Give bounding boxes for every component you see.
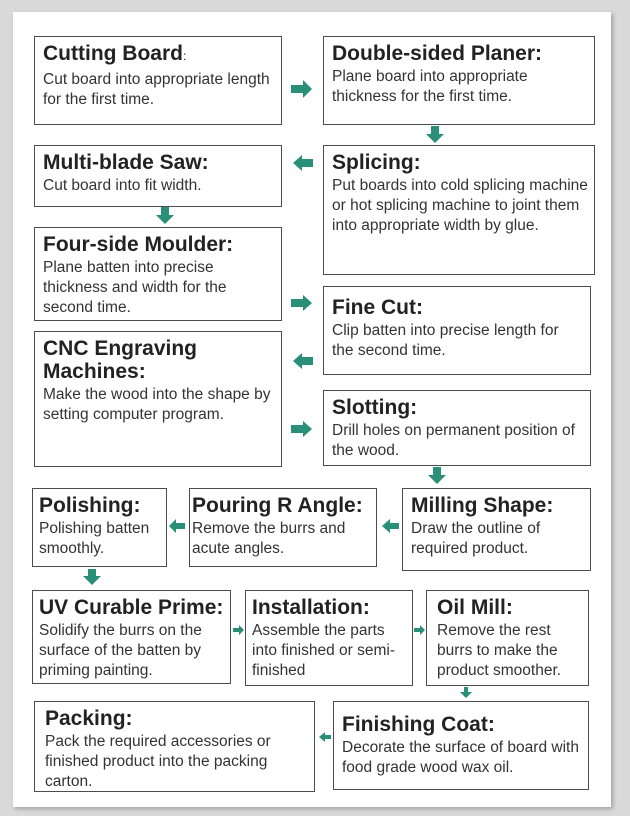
step-description: Assemble the parts into finished or semi-finished: [252, 622, 396, 679]
arrow-left-icon: [382, 519, 399, 533]
step-description: Drill holes on permanent position of the wood.: [332, 422, 575, 459]
step-description: Plane batten into precise thickness and width for the second time.: [43, 259, 227, 316]
step-description: Cut board into fit width.: [43, 177, 202, 194]
step-title: Milling Shape:: [411, 494, 554, 517]
step-title: Double-sided Planer:: [332, 42, 543, 65]
step-title: UV Curable Prime:: [39, 596, 224, 619]
step-description: Clip batten into precise length for the second time.: [332, 322, 559, 359]
step-description: Plane board into appropriate thickness for the first time.: [332, 68, 528, 105]
step-uv-curable-prime: [32, 590, 231, 684]
arrow-left-icon: [293, 155, 313, 171]
step-description: Solidify the burrs on the surface of the batten by priming painting.: [39, 622, 202, 679]
arrow-right-icon: [291, 295, 312, 311]
step-milling-shape: [402, 488, 591, 571]
arrow-down-icon: [428, 467, 446, 484]
step-description: Decorate the surface of board with food grade wood wax oil.: [342, 739, 579, 776]
step-pouring-r-angle: [189, 488, 377, 567]
step-title: Oil Mill:: [437, 596, 513, 619]
arrow-right-icon: [233, 625, 244, 635]
step-title: Multi-blade Saw:: [43, 151, 209, 174]
step-title: CNC Engraving Machines:: [43, 337, 198, 383]
step-description: Put boards into cold splicing machine or hot splicing machine to joint them into appropriate width by glue.: [332, 177, 588, 234]
step-title: Packing:: [45, 707, 133, 730]
step-title: Four-side Moulder:: [43, 233, 234, 256]
step-title: Fine Cut:: [332, 296, 423, 319]
step-title: Finishing Coat:: [342, 713, 495, 736]
step-description: Pack the required accessories or finished product into the packing carton.: [45, 733, 271, 790]
step-title: Cutting Board:: [43, 42, 187, 65]
step-title: Slotting:: [332, 396, 418, 419]
step-oil-mill: [426, 590, 589, 686]
step-installation: [245, 590, 413, 686]
step-description: Draw the outline of required product.: [411, 520, 541, 557]
step-multi-blade-saw: [34, 145, 282, 207]
arrow-down-icon: [426, 126, 444, 143]
step-title: Pouring R Angle:: [192, 494, 363, 517]
flowchart-page: [13, 12, 611, 807]
arrow-left-icon: [293, 353, 313, 369]
step-cnc-engraving-machines: [34, 331, 282, 467]
step-description: Remove the burrs and acute angles.: [192, 520, 346, 557]
step-finishing-coat: [333, 701, 589, 790]
step-splicing: [323, 145, 595, 275]
arrow-right-icon: [291, 421, 312, 437]
step-title: Polishing:: [39, 494, 141, 517]
arrow-down-icon: [83, 569, 101, 585]
arrow-left-icon: [169, 519, 185, 533]
step-packing: [34, 701, 315, 792]
step-polishing: [32, 488, 167, 567]
step-double-sided-planer: [323, 36, 595, 125]
step-description: Cut board into appropriate length for the first time.: [43, 71, 270, 108]
step-description: Polishing batten smoothly.: [39, 520, 150, 557]
step-description: Make the wood into the shape by setting computer program.: [43, 386, 271, 423]
arrow-down-icon: [460, 687, 472, 698]
step-description: Remove the rest burrs to make the product smoother.: [437, 622, 562, 679]
step-title: Installation:: [252, 596, 370, 619]
arrow-right-icon: [291, 80, 312, 98]
step-fine-cut: [323, 286, 591, 375]
step-title: Splicing:: [332, 151, 421, 174]
step-cutting-board: [34, 36, 282, 125]
arrow-left-icon: [319, 732, 331, 742]
arrow-right-icon: [414, 625, 425, 635]
title-suffix: :: [182, 49, 187, 63]
step-four-side-moulder: [34, 227, 282, 321]
arrow-down-icon: [156, 207, 174, 224]
step-slotting: [323, 390, 591, 466]
